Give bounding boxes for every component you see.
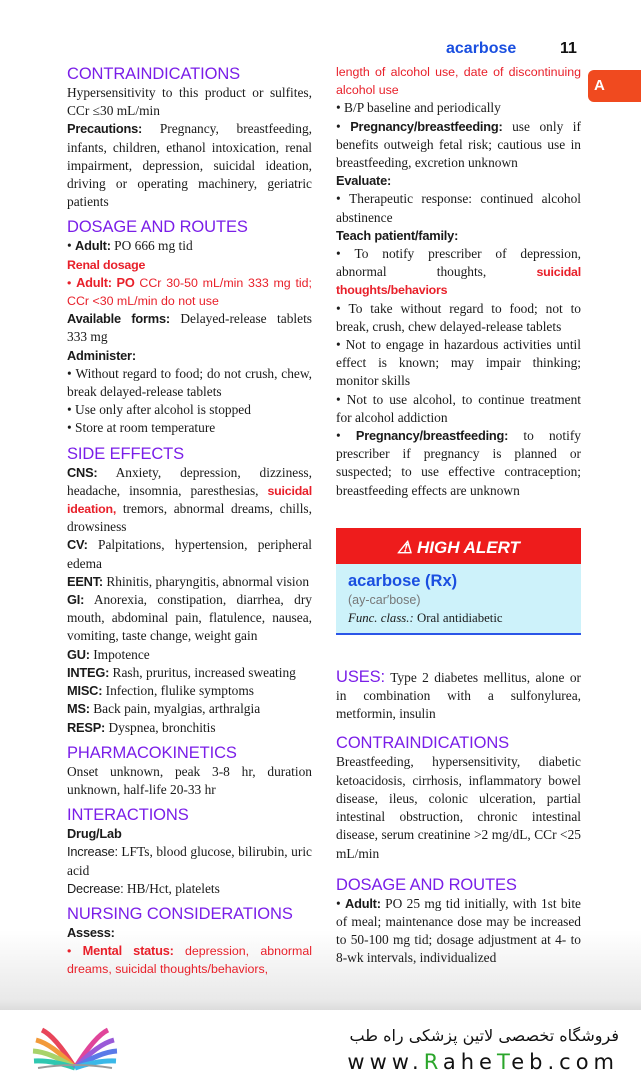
continued-red-text: length of alcohol use, date of discontinuing alcohol use: [336, 65, 581, 98]
high-alert-box: [336, 528, 581, 635]
administer-item: • Use only after alcohol is stopped: [67, 401, 312, 419]
warning-triangle-icon: ⚠︎: [397, 537, 417, 557]
side-effect-label: INTEG:: [67, 664, 110, 680]
dosage-heading: DOSAGE AND ROUTES: [336, 875, 517, 894]
teach-item: [336, 245, 581, 300]
dosage-adult-text: PO 666 mg tid: [110, 238, 193, 254]
pregnancy-text: use only if benefits outweigh fetal risk; cautious use in breastfeeding, excretion unknown: [336, 118, 581, 171]
side-effect-text: Rash, pruritus, increased sweating: [109, 664, 296, 680]
cns-text-end: tremors, abnormal dreams, chills, drowsiness: [67, 501, 312, 535]
side-effect-cns: [67, 464, 312, 537]
contraindications-text: Hypersensitivity to this product or sulfites, CCr ≤30 mL/min: [67, 85, 312, 119]
url-part: T: [496, 1050, 512, 1074]
administer-item: • Store at room temperature: [67, 419, 312, 437]
pregnancy-label: Pregnancy/breastfeeding:: [350, 118, 503, 134]
side-effect-item: [67, 591, 312, 646]
precautions-label: Precautions:: [67, 121, 143, 137]
teach-pregnancy-text: to notify prescriber if pregnancy is planned or suspected; to use effective contraception; breastfeeding effects are unknown: [336, 428, 581, 498]
side-effect-text: Palpitations, hypertension, peripheral edema: [67, 537, 312, 571]
mental-status-label: Mental status:: [82, 943, 174, 959]
func-class-label: Func. class.:: [348, 610, 414, 625]
side-effect-label: RESP:: [67, 719, 106, 735]
side-effect-item: [67, 646, 312, 664]
increase-label: Increase:: [67, 844, 118, 860]
administer-label: Administer:: [67, 347, 136, 363]
forms-label: Available forms:: [67, 311, 170, 327]
website-url[interactable]: [347, 1050, 619, 1074]
contraindications-heading: CONTRAINDICATIONS: [336, 734, 510, 753]
interaction-decrease: [67, 880, 312, 898]
interaction-increase: [67, 843, 312, 879]
available-forms: [67, 310, 312, 346]
left-column: [67, 64, 312, 979]
pharmacokinetics-text: Onset unknown, peak 3-8 hr, duration unknown, half-life 20-33 hr: [67, 763, 312, 797]
decrease-label: Decrease:: [67, 880, 124, 896]
evaluate-item: • Therapeutic response: continued alcohol abstinence: [336, 190, 581, 226]
thumb-index-tab[interactable]: A: [588, 70, 641, 102]
side-effect-item: [67, 536, 312, 572]
side-effect-text: Dyspnea, bronchitis: [105, 719, 216, 735]
open-book-logo-icon: [30, 1024, 120, 1076]
side-effect-item: [67, 682, 312, 700]
mental-status: [67, 942, 312, 978]
dosage-adult-text: PO 25 mg tid initially, with 1st bite of meal; maintenance dose may be increased to 50-100 mg tid; dosage adjustment at 4- to 8-wk intervals, individualized: [336, 895, 581, 966]
evaluate-label: Evaluate:: [336, 173, 392, 189]
side-effect-text: Rhinitis, pharyngitis, abnormal vision: [102, 573, 310, 589]
renal-label: Adult: PO: [76, 274, 135, 290]
side-effect-label: GU:: [67, 646, 90, 662]
teach-item-text: To notify prescriber of depression, abnormal thoughts,: [336, 246, 581, 280]
contraindications-heading: CONTRAINDICATIONS: [67, 65, 241, 83]
side-effect-text: Infection, flulike symptoms: [102, 683, 255, 699]
uses-label: USES:: [336, 667, 386, 686]
side-effects-heading: SIDE EFFECTS: [67, 444, 185, 463]
forms-text: Delayed-release tablets 333 mg: [67, 311, 312, 345]
dosage-adult: [336, 895, 581, 968]
side-effect-item: [67, 573, 312, 591]
teach-label: Teach patient/family:: [336, 227, 459, 243]
url-part: R: [423, 1050, 443, 1074]
side-effect-item: [67, 664, 312, 682]
teach-pregnancy-label: Pregnancy/breastfeeding:: [355, 428, 509, 444]
nursing-considerations-heading: NURSING CONSIDERATIONS: [67, 904, 293, 923]
pharmacokinetics-heading: PHARMACOKINETICS: [67, 743, 237, 762]
side-effect-text: Impotence: [89, 646, 150, 662]
side-effect-label: GI:: [67, 592, 85, 608]
cns-text: Anxiety, depression, dizziness, headache, insomnia, paresthesias,: [67, 464, 312, 498]
contraindications-text: Breastfeeding, hypersensitivity, diabetic ketoacidosis, cirrhosis, inflammatory bowel disease, ileus, colonic ulceration, partial intestinal obstruction, chronic intestinal disease, serum creatinine >2 mg/dL, CCr <25 mL/min: [336, 754, 581, 861]
side-effect-item: [67, 700, 312, 718]
page-number: 11: [560, 40, 577, 57]
uses: [336, 667, 581, 724]
high-alert-title: HIGH ALERT: [417, 537, 520, 557]
assess-label: Assess:: [67, 924, 115, 940]
side-effect-text: Anorexia, constipation, diarrhea, dry mouth, abdominal pain, flatulence, nausea, vomiting, taste change, weight gain: [67, 592, 312, 644]
running-head: acarbose: [446, 40, 517, 57]
right-column: [336, 63, 581, 968]
renal-text: CCr 30-50 mL/min 333 mg tid; CCr <30 mL/min do not use: [67, 275, 313, 309]
func-class-text: Oral antidiabetic: [413, 610, 503, 625]
decrease-text: HB/Hct, platelets: [123, 880, 220, 896]
precautions: [67, 120, 312, 211]
side-effect-label: MS:: [67, 701, 90, 717]
shop-name: فروشگاه تخصصی لاتین پزشکی راه طب: [349, 1026, 619, 1045]
mental-status-text: depression, abnormal dreams, suicidal thoughts/behaviors,: [67, 944, 312, 977]
cns-red-text: suicidal ideation,: [67, 483, 312, 517]
footer-banner: [0, 1010, 641, 1080]
interactions-heading: INTERACTIONS: [67, 806, 189, 825]
administer-item: • Without regard to food; do not crush, chew, break delayed-release tablets: [67, 365, 312, 401]
functional-class: [348, 609, 569, 627]
drug-lab-label: Drug/Lab: [67, 826, 122, 842]
dosage-heading: DOSAGE AND ROUTES: [67, 218, 248, 237]
url-part: www.: [347, 1050, 424, 1074]
increase-text: LFTs, blood glucose, bilirubin, uric acid: [67, 844, 312, 878]
side-effect-label: MISC:: [67, 683, 103, 699]
side-effect-label: EENT:: [67, 573, 103, 589]
dosage-adult-label: Adult:: [345, 895, 381, 911]
dosage-adult: [67, 237, 312, 255]
bp-item: • B/P baseline and periodically: [336, 99, 581, 117]
teach-item: • Not to use alcohol, to continue treatment for alcohol addiction: [336, 391, 581, 427]
side-effect-text: Back pain, myalgias, arthralgia: [89, 701, 261, 717]
precautions-text: Pregnancy, breastfeeding, infants, children, ethanol intoxication, renal impairment, depression, suicidal ideation, driving or operating machinery, geriatric patients: [67, 121, 312, 210]
uses-text: Type 2 diabetes mellitus, alone or in combination with a sulfonylurea, metformin, insulin: [336, 669, 581, 722]
drug-name: acarbose (Rx): [348, 571, 458, 590]
teach-item: • To take without regard to food; not to break, crush, chew delayed-release tablets: [336, 300, 581, 336]
drug-monograph-header: [336, 564, 581, 635]
high-alert-header: [336, 528, 581, 564]
url-part: eb.com: [511, 1050, 619, 1074]
teach-red-text: suicidal thoughts/behaviors: [336, 265, 581, 298]
teach-pregnancy: [336, 427, 581, 500]
teach-item: • Not to engage in hazardous activities until effect is known; may impair thinking; monitor skills: [336, 336, 581, 391]
url-part: ahe: [442, 1050, 497, 1074]
cns-label: CNS:: [67, 464, 98, 480]
dosage-adult-label: Adult:: [75, 238, 111, 254]
side-effect-item: [67, 719, 312, 737]
pronunciation: (ay-car′bose): [348, 592, 421, 607]
renal-dosage-heading: Renal dosage: [67, 257, 146, 272]
renal-dosage: [67, 274, 312, 310]
side-effect-label: CV:: [67, 537, 88, 553]
pregnancy-item: [336, 118, 581, 173]
